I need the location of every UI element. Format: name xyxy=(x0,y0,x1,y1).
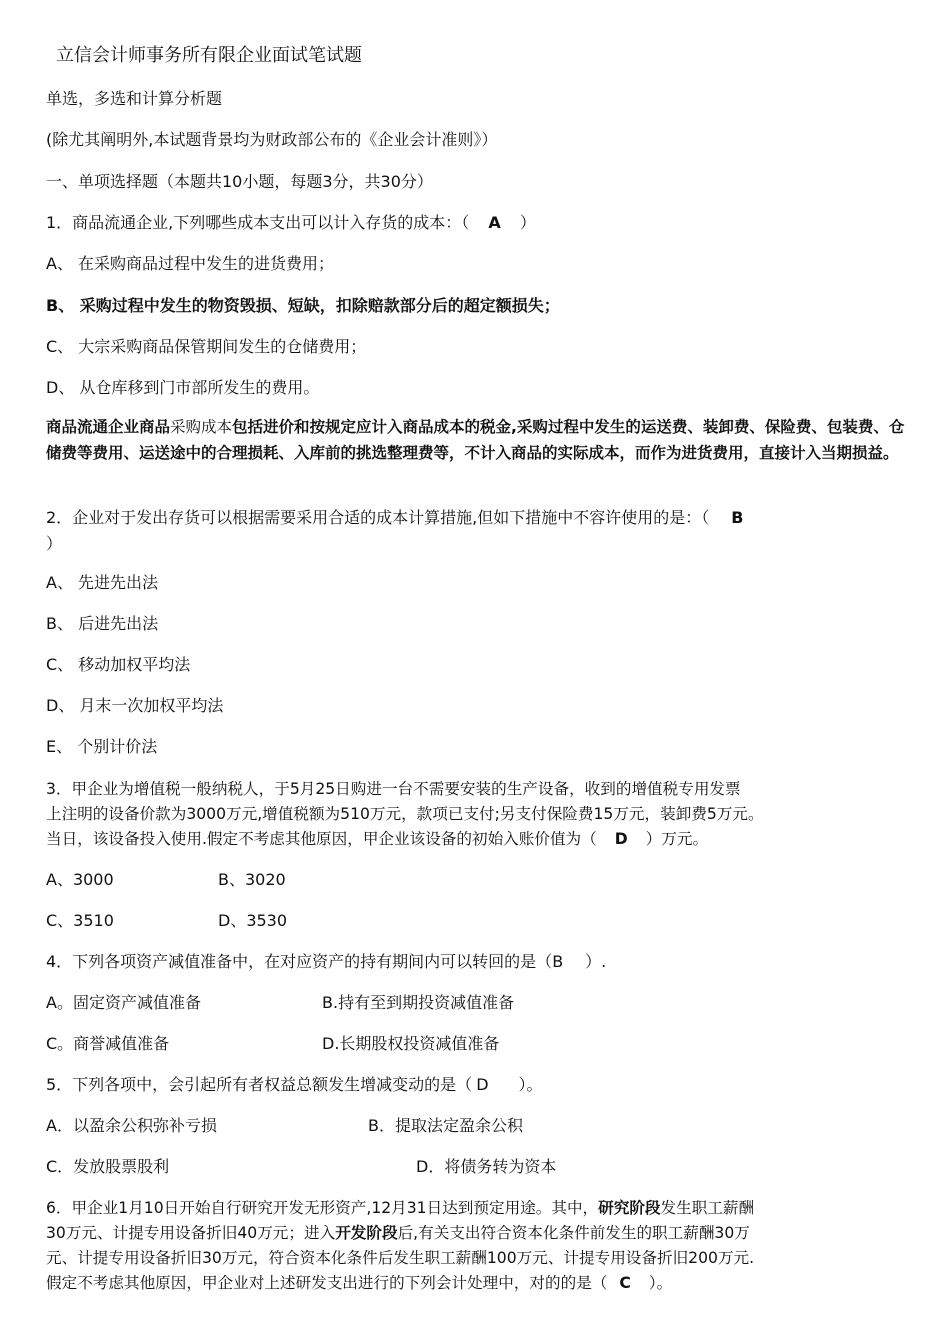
question-6-answer: C xyxy=(619,1274,631,1292)
question-6-line-3: 元、计提专用设备折旧30万元，符合资本化条件后发生职工薪酬100万元、计提专用设备折旧200万元. xyxy=(46,1249,755,1267)
question-3-answer: D xyxy=(614,830,628,848)
question-4-option-a: A。固定资产减值准备 xyxy=(46,993,201,1012)
question-5-option-c: C．发放股票股利 xyxy=(46,1157,170,1176)
question-5-answer: D xyxy=(476,1075,489,1094)
question-4-option-d: D.长期股权投资减值准备 xyxy=(322,1034,500,1053)
section-heading: 一、单项选择题（本题共10小题，每题3分，共30分） xyxy=(46,172,433,191)
question-3-stem-line-2: 上注明的设备价款为3000万元,增值税额为510万元，款项已支付;另支付保险费15万元，装卸费5万元。 xyxy=(46,805,764,823)
question-5-option-d: D．将债务转为资本 xyxy=(416,1157,557,1176)
question-4-option-b: B.持有至到期投资减值准备 xyxy=(322,993,515,1012)
question-5-options-row-1 xyxy=(46,1114,523,1138)
subtitle: 单选，多选和计算分析题 xyxy=(46,89,223,108)
question-1-answer: A xyxy=(488,213,501,232)
question-6-line-1: 6．甲企业1月10日开始自行研究开发无形资产,12月31日达到预定用途。其中，研究阶段发生职工薪酬 xyxy=(46,1199,755,1217)
question-2-answer: B xyxy=(731,508,744,527)
question-4-options-row-2 xyxy=(46,1032,499,1056)
question-3-option-b: B、3020 xyxy=(218,870,286,889)
question-1-option-b: B、 采购过程中发生的物资毁损、短缺，扣除赔款部分后的超定额损失； xyxy=(46,296,560,315)
question-3-stem-line-3: 当日，该设备投入使用.假定不考虑其他原因，甲企业该设备的初始入账价值为（ D ）万元。 xyxy=(46,830,709,848)
question-1-stem: 1．商品流通企业,下列哪些成本支出可以计入存货的成本：（ A ） xyxy=(46,213,536,232)
question-1-option-a: A、 在采购商品过程中发生的进货费用； xyxy=(46,254,335,273)
question-3-options-row-1 xyxy=(46,868,286,892)
question-3-option-c: C、3510 xyxy=(46,911,114,930)
question-3-stem-line-1: 3．甲企业为增值税一般纳税人，于5月25日购进一台不需要安装的生产设备，收到的增值税专用发票 xyxy=(46,780,741,798)
scope-note: (除尤其阐明外,本试题背景均为财政部公布的《企业会计准则》） xyxy=(46,130,498,149)
question-5-option-a: A．以盈余公积弥补亏损 xyxy=(46,1116,217,1135)
question-4-options-row-1 xyxy=(46,991,514,1015)
question-6-line-4: 假定不考虑其他原因，甲企业对上述研发支出进行的下列会计处理中，对的的是（ C ）。 xyxy=(46,1274,673,1292)
question-2-option-d: D、 月末一次加权平均法 xyxy=(46,696,224,715)
question-5-options-row-2 xyxy=(46,1155,556,1179)
question-2-option-b: B、 后进先出法 xyxy=(46,614,159,633)
question-3-options-row-2 xyxy=(46,909,287,933)
question-3-option-a: A、3000 xyxy=(46,870,114,889)
question-4-option-c: C。商誉减值准备 xyxy=(46,1034,170,1053)
question-1-option-d: D、 从仓库移到门市部所发生的费用。 xyxy=(46,378,320,397)
question-1-explanation: 商品流通企业商品采购成本包括进价和按规定应计入商品成本的税金,采购过程中发生的运送费、装卸费、保险费、包装费、仓储费等费用、运送途中的合理损耗、入库前的挑选整理费等，不计入商品的实际成本，而作为进货费用，直接计入当期损益。 xyxy=(46,418,905,462)
question-1-option-c: C、 大宗采购商品保管期间发生的仓储费用； xyxy=(46,337,367,356)
question-2-option-c: C、 移动加权平均法 xyxy=(46,655,191,674)
question-5-option-b: B．提取法定盈余公积 xyxy=(368,1116,523,1135)
question-5-stem: 5．下列各项中，会引起所有者权益总额发生增减变动的是（ D ）。 xyxy=(46,1075,543,1094)
question-6-line-2: 30万元、计提专用设备折旧40万元；进入开发阶段后,有关支出符合资本化条件前发生的职工薪酬30万 xyxy=(46,1224,750,1242)
question-2-stem: 2．企业对于发出存货可以根据需要采用合适的成本计算措施,但如下措施中不容许使用的是：（ B ） xyxy=(46,508,744,553)
question-2-option-e: E、 个别计价法 xyxy=(46,737,158,756)
question-2-option-a: A、 先进先出法 xyxy=(46,573,159,592)
question-4-answer: B xyxy=(552,952,564,971)
question-3-option-d: D、3530 xyxy=(218,911,288,930)
question-4-stem: 4．下列各项资产减值准备中，在对应资产的持有期间内可以转回的是（B ）. xyxy=(46,952,607,971)
document-title: 立信会计师事务所有限企业面试笔试题 xyxy=(56,45,362,66)
